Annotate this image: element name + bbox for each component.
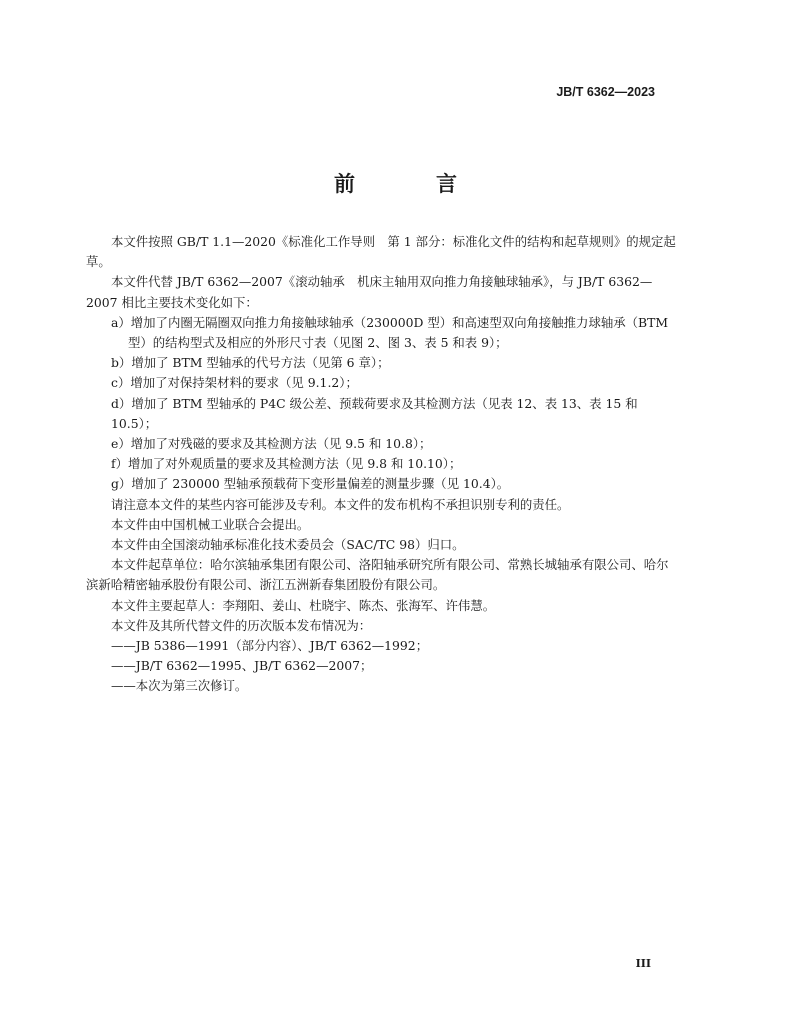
list-item-a <box>86 313 676 353</box>
paragraph-drafting-basis: 本文件按照 GB/T 1.1—2020《标准化工作导则 第 1 部分：标准化文件的结构和起草规则》的规定起草。 <box>86 234 676 270</box>
list-item-e: e）增加了对残磁的要求及其检测方法（见 9.5 和 10.8）； <box>111 436 432 452</box>
list-item-a-line1: a）增加了内圈无隔圈双向推力角接触球轴承（230000D 型）和高速型双向角接触推力球轴承（BTM <box>111 314 669 330</box>
paragraph-drafters: 本文件主要起草人：李翔阳、姜山、杜晓宇、陈杰、张海军、许伟慧。 <box>111 597 496 613</box>
list-item-d: d）增加了 BTM 型轴承的 P4C 级公差、预载荷要求及其检测方法（见表 12、表 13、表 15 和 10.5）； <box>111 395 638 431</box>
list-item-a-line2: 型）的结构型式及相应的外形尺寸表（见图 2、图 3、表 5 和表 9）； <box>128 335 508 351</box>
paragraph-patent-notice: 请注意本文件的某些内容可能涉及专利。本文件的发布机构不承担识别专利的责任。 <box>111 496 570 512</box>
history-item-2: ——JB/T 6362—1995、JB/T 6362—2007； <box>111 658 373 674</box>
list-item-g: g）增加了 230000 型轴承预载荷下变形量偏差的测量步骤（见 10.4）。 <box>111 476 510 492</box>
list-item-c: c）增加了对保持架材料的要求（见 9.1.2）； <box>111 375 358 391</box>
history-item-3: ——本次为第三次修订。 <box>111 678 248 694</box>
paragraph-committee: 本文件由全国滚动轴承标准化技术委员会（SAC/TC 98）归口。 <box>111 537 465 553</box>
document-code: JB/T 6362—2023 <box>556 85 655 99</box>
list-item-b: b）增加了 BTM 型轴承的代号方法（见第 6 章）； <box>111 355 390 371</box>
page-title: 前 言 <box>334 172 487 196</box>
page-number: III <box>635 957 651 970</box>
paragraph-proposer: 本文件由中国机械工业联合会提出。 <box>111 516 310 532</box>
history-item-1: ——JB 5386—1991（部分内容）、JB/T 6362—1992； <box>111 638 429 654</box>
paragraph-version-history: 本文件及其所代替文件的历次版本发布情况为： <box>111 617 372 633</box>
list-item-f: f）增加了对外观质量的要求及其检测方法（见 9.8 和 10.10）； <box>111 456 462 472</box>
paragraph-replacement: 本文件代替 JB/T 6362—2007《滚动轴承 机床主轴用双向推力角接触球轴承》，与 JB/T 6362—2007 相比主要技术变化如下： <box>86 274 653 310</box>
paragraph-drafting-units: 本文件起草单位：哈尔滨轴承集团有限公司、洛阳轴承研究所有限公司、常熟长城轴承有限公司、哈尔滨新哈精密轴承股份有限公司、浙江五洲新春集团股份有限公司。 <box>86 557 669 593</box>
foreword-body <box>86 232 676 697</box>
